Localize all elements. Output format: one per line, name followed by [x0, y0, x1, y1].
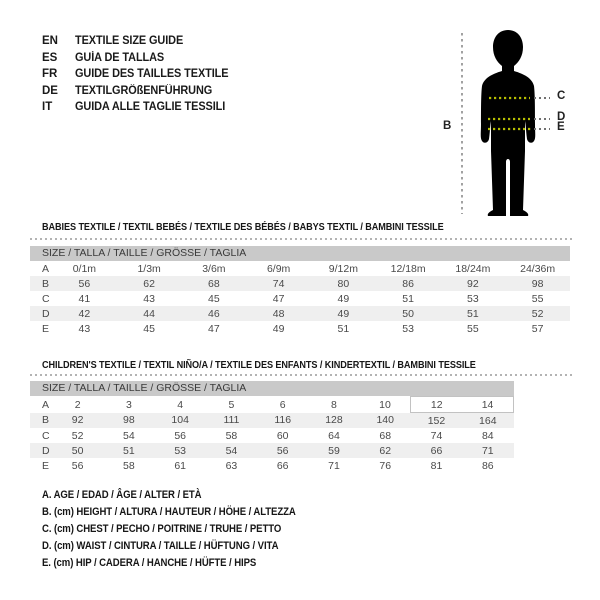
- size-cell: 51: [402, 292, 414, 305]
- size-cell: 86: [376, 276, 441, 291]
- size-cell: 80: [311, 276, 376, 291]
- size-cell: 92: [52, 413, 103, 429]
- size-cell: 24/36m: [520, 262, 556, 275]
- legend-text: D. (cm) WAIST / CINTURA / TAILLE / HÜFTUNG / VITA: [42, 540, 279, 552]
- size-cell: 59: [308, 443, 359, 458]
- babies-title-text: BABIES TEXTILE / TEXTIL BEBÉS / TEXTILE DES BÉBÉS / BABYS TEXTIL / BAMBINI TESSILE: [42, 221, 444, 233]
- babies-size-header-text: SIZE / TALLA / TAILLE / GRÖSSE / TAGLIA: [42, 247, 247, 259]
- lang-row-fr: [42, 66, 237, 83]
- size-cell: 43: [78, 322, 91, 335]
- size-cell: 111: [206, 413, 257, 429]
- size-cell: 92: [441, 276, 506, 291]
- size-cell: 116: [257, 413, 308, 429]
- children-title-text: CHILDREN'S TEXTILE / TEXTIL NIÑO/A / TEXTILE DES ENFANTS / KINDERTEXTIL / BAMBINI TESSILE: [42, 359, 476, 371]
- legend-item-waist: [42, 538, 334, 555]
- table-row: [30, 397, 514, 413]
- table-row: [30, 428, 514, 443]
- size-cell: 50: [52, 443, 103, 458]
- children-size-header-bar: [30, 381, 514, 396]
- size-cell: 71: [328, 459, 340, 472]
- table-row: [30, 458, 514, 473]
- row-label: A: [42, 262, 50, 275]
- lang-title: GUIDA ALLE TAGLIE TESSILI: [75, 101, 226, 113]
- legend-text: E. (cm) HIP / CADERA / HANCHE / HÜFTE / HIPS: [42, 557, 257, 569]
- size-cell: 66: [411, 443, 462, 458]
- legend-text: A. AGE / EDAD / ÂGE / ALTER / ETÀ: [42, 489, 202, 501]
- size-cell: 45: [208, 292, 220, 305]
- children-section-title: [42, 359, 541, 371]
- chest-label: C: [557, 90, 566, 102]
- row-label: B: [30, 276, 52, 291]
- size-cell: 51: [441, 306, 506, 321]
- size-cell: 2: [74, 398, 81, 411]
- size-cell: 56: [52, 276, 117, 291]
- table-row: [30, 291, 570, 306]
- row-label: E: [42, 459, 50, 472]
- legend-text: B. (cm) HEIGHT / ALTURA / HAUTEUR / HÖHE / ALTEZZA: [42, 506, 296, 518]
- size-cell: 86: [481, 459, 494, 472]
- table-row: [30, 261, 570, 276]
- size-cell: 43: [143, 292, 155, 305]
- row-label: E: [42, 322, 50, 335]
- size-cell: 3: [125, 398, 132, 411]
- row-label: B: [30, 413, 52, 429]
- size-cell: 47: [208, 322, 220, 335]
- size-cell: 74: [430, 429, 443, 442]
- size-cell: 3/6m: [202, 262, 226, 275]
- size-cell: 68: [182, 276, 247, 291]
- size-cell: 54: [206, 443, 257, 458]
- size-cell: 62: [360, 443, 411, 458]
- lang-title: GUÍA DE TALLAS: [75, 51, 165, 64]
- legend-item-height: [42, 504, 334, 521]
- size-cell: 48: [246, 306, 311, 321]
- size-cell: 60: [276, 429, 289, 442]
- size-cell: 12/18m: [390, 262, 426, 275]
- child-silhouette: [481, 30, 536, 216]
- size-cell: 52: [71, 429, 84, 442]
- size-cell: 71: [462, 443, 513, 458]
- size-cell: 49: [272, 322, 285, 335]
- size-cell: 76: [379, 459, 392, 472]
- size-cell: 49: [311, 306, 376, 321]
- lang-code: FR: [42, 68, 58, 80]
- height-label: B: [443, 120, 452, 132]
- size-cell: 58: [123, 459, 135, 472]
- table-row: [30, 413, 514, 429]
- size-cell: 0/1m: [72, 262, 97, 275]
- row-label: D: [30, 306, 52, 321]
- size-cell: 45: [143, 322, 155, 335]
- row-label: A: [42, 398, 50, 411]
- size-cell: 98: [103, 413, 154, 429]
- size-cell: 51: [103, 443, 154, 458]
- table-row: [30, 306, 570, 321]
- size-cell: 6/9m: [266, 262, 291, 275]
- babies-section-title: [42, 221, 504, 233]
- size-cell: 46: [182, 306, 247, 321]
- size-cell: 164: [462, 413, 513, 429]
- measurement-legend: [42, 487, 334, 572]
- size-cell: 56: [257, 443, 308, 458]
- size-cell: 84: [481, 429, 494, 442]
- size-cell: 53: [155, 443, 206, 458]
- size-cell: 44: [117, 306, 182, 321]
- size-cell: 63: [225, 459, 238, 472]
- size-cell: 140: [360, 413, 411, 429]
- size-cell: 55: [531, 292, 544, 305]
- size-cell: 8: [331, 398, 337, 411]
- babies-size-header-bar: [30, 246, 570, 261]
- size-cell: 42: [52, 306, 117, 321]
- size-cell: 56: [71, 459, 84, 472]
- legend-text: C. (cm) CHEST / PECHO / POITRINE / TRUHE / PETTO: [42, 523, 282, 535]
- size-cell: 57: [531, 322, 544, 335]
- size-cell: 53: [402, 322, 414, 335]
- table-row: [30, 276, 570, 291]
- size-cell: 128: [308, 413, 359, 429]
- dotted-divider: [30, 238, 575, 240]
- waist-label: D: [557, 111, 566, 123]
- size-cell: 66: [276, 459, 289, 472]
- row-label: C: [42, 429, 50, 442]
- size-cell: 41: [78, 292, 91, 305]
- lang-code: IT: [42, 101, 53, 113]
- size-cell: 58: [225, 429, 238, 442]
- lang-title: GUIDE DES TAILLES TEXTILE: [75, 68, 229, 80]
- hip-label: E: [557, 121, 565, 133]
- size-cell: 62: [117, 276, 182, 291]
- size-cell: 12: [411, 397, 462, 413]
- size-cell: 49: [337, 292, 350, 305]
- size-cell: 54: [123, 429, 135, 442]
- size-cell: 152: [411, 413, 462, 429]
- size-cell: 6: [279, 398, 286, 411]
- legend-item-hip: [42, 555, 334, 572]
- size-cell: 98: [505, 276, 570, 291]
- children-size-table: [30, 396, 514, 473]
- size-cell: 104: [155, 413, 206, 429]
- lang-code: DE: [42, 84, 58, 97]
- size-cell: 50: [376, 306, 441, 321]
- lang-row-es: [42, 50, 237, 67]
- row-label: D: [30, 443, 52, 458]
- lang-row-en: [42, 33, 237, 50]
- size-cell: 10: [379, 398, 391, 411]
- size-cell: 5: [228, 398, 235, 411]
- language-list: [42, 33, 237, 116]
- size-cell: 52: [505, 306, 570, 321]
- lang-row-de: [42, 83, 237, 100]
- table-row: [30, 443, 514, 458]
- size-cell: 61: [174, 459, 186, 472]
- lang-title: TEXTILGRÖßENFÜHRUNG: [75, 84, 213, 97]
- size-cell: 55: [467, 322, 479, 335]
- size-cell: 47: [272, 292, 285, 305]
- size-cell: 64: [328, 429, 340, 442]
- babies-size-table: [30, 261, 570, 336]
- row-label: C: [42, 292, 50, 305]
- lang-code: EN: [42, 35, 58, 47]
- size-cell: 51: [337, 322, 350, 335]
- size-cell: 1/3m: [137, 262, 161, 275]
- size-cell: 14: [462, 397, 513, 413]
- size-cell: 53: [467, 292, 479, 305]
- lang-row-it: [42, 99, 237, 116]
- dotted-divider: [30, 374, 575, 376]
- legend-item-age: [42, 487, 334, 504]
- size-cell: 9/12m: [328, 262, 358, 275]
- lang-code: ES: [42, 51, 58, 64]
- size-cell: 74: [246, 276, 311, 291]
- size-cell: 4: [177, 398, 184, 411]
- legend-item-chest: [42, 521, 334, 538]
- table-row: [30, 321, 570, 336]
- lang-title: TEXTILE SIZE GUIDE: [75, 35, 184, 47]
- size-cell: 18/24m: [455, 262, 491, 275]
- size-cell: 81: [430, 459, 443, 472]
- children-size-header-text: SIZE / TALLA / TAILLE / GRÖSSE / TAGLIA: [42, 382, 247, 394]
- size-cell: 68: [379, 429, 392, 442]
- size-cell: 56: [174, 429, 186, 442]
